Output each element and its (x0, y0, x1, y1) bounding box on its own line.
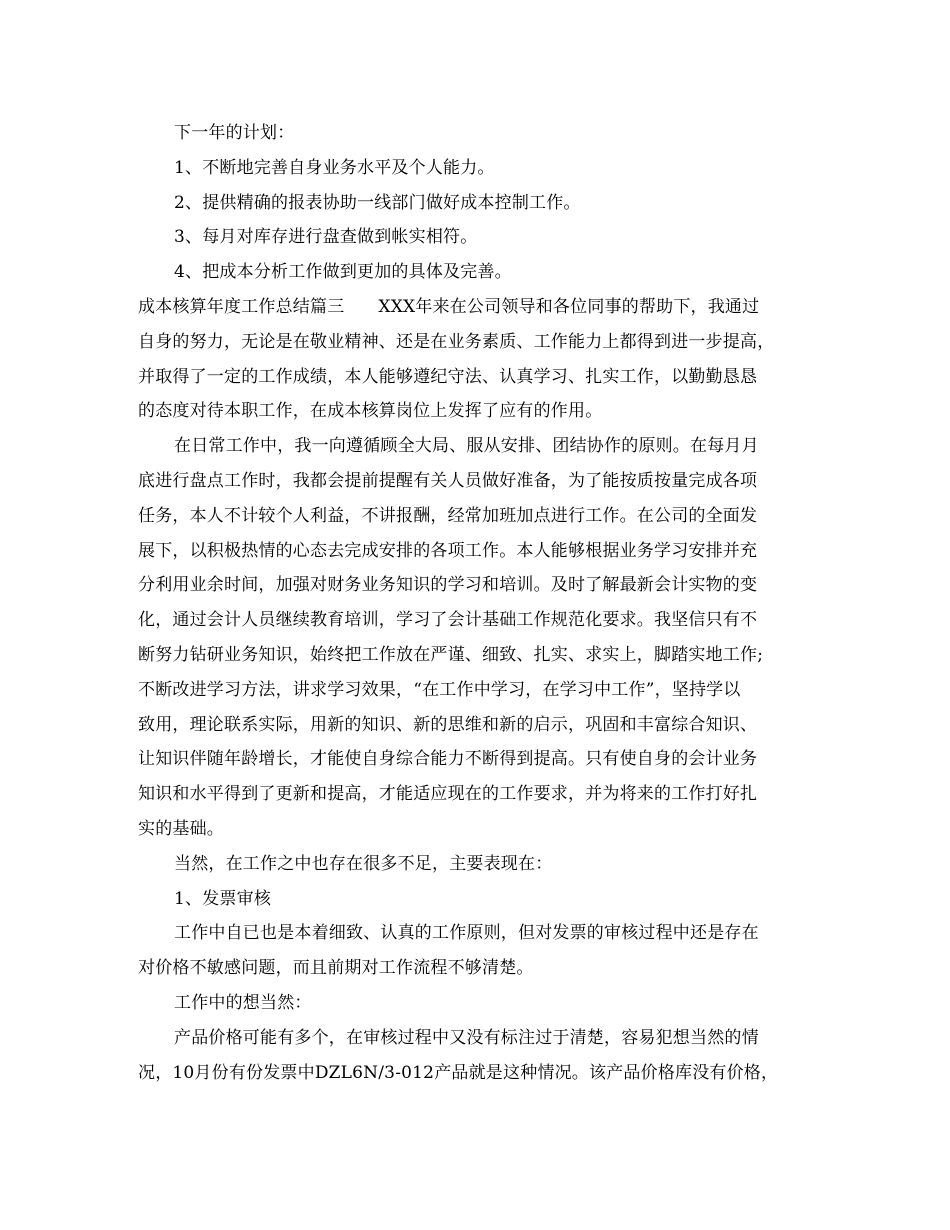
paragraph-line: 致用，理论联系实际，用新的知识、新的思维和新的启示，巩固和丰富综合知识、 (138, 714, 758, 735)
plan-item-2: 2、提供精确的报表协助一线部门做好成本控制工作。 (174, 192, 581, 213)
paragraph-line: 分利用业余时间，加强对财务业务知识的学习和培训。及时了解最新会计实物的变 (138, 575, 758, 596)
subheading-assumption: 工作中的想当然： (174, 992, 312, 1013)
paragraph-line: 对价格不敏感问题，而且前期对工作流程不够清楚。 (138, 958, 534, 979)
paragraph-line: 况，10月份有份发票中DZL6N/3-012产品就是这种情况。该产品价格库没有价格， (138, 1062, 779, 1083)
paragraph-line: 工作中自已也是本着细致、认真的工作原则，但对发票的审核过程中还是存在 (174, 923, 759, 944)
paragraph-line: 在日常工作中，我一向遵循顾全大局、服从安排、团结协作的原则。在每月月 (174, 436, 759, 457)
document-body (138, 116, 818, 1090)
paragraph-line: 断努力钻研业务知识，始终把工作放在严谨、细致、扎实、求实上，脚踏实地工作; (138, 644, 764, 665)
paragraph-line: 自身的努力，无论是在敬业精神、还是在业务素质、工作能力上都得到进一步提高， (138, 331, 775, 352)
paragraph-line: 实的基础。 (138, 818, 224, 839)
paragraph-line: 底进行盘点工作时，我都会提前提醒有关人员做好准备，为了能按质按量完成各项 (138, 470, 758, 491)
paragraph-line: 的态度对待本职工作，在成本核算岗位上发挥了应有的作用。 (138, 401, 603, 422)
paragraph-line: 展下，以积极热情的心态去完成安排的各项工作。本人能够根据业务学习安排并充 (138, 540, 758, 561)
shortcomings-intro: 当然，在工作之中也存在很多不足，主要表现在： (174, 853, 553, 874)
paragraph-line: 产品价格可能有多个，在审核过程中又没有标注过于清楚，容易犯想当然的情 (174, 1027, 759, 1048)
section-title-line (138, 290, 818, 325)
plan-item-3: 3、每月对库存进行盘查做到帐实相符。 (174, 227, 478, 248)
paragraph-line: 化，通过会计人员继续教育培训，学习了会计基础工作规范化要求。我坚信只有不 (138, 610, 758, 631)
paragraph-line: 不断改进学习方法，讲求学习效果，“在工作中学习，在学习中工作”，坚持学以 (138, 679, 741, 700)
section-title: 成本核算年度工作总结篇三 (138, 296, 345, 317)
section-title-rest: XXX年来在公司领导和各位同事的帮助下，我通过 (378, 296, 760, 317)
paragraph-line: 并取得了一定的工作成绩，本人能够遵纪守法、认真学习、扎实工作，以勤勤恳恳 (138, 366, 758, 387)
paragraph-line: 任务，本人不计较个人利益，不讲报酬，经常加班加点进行工作。在公司的全面发 (138, 505, 758, 526)
paragraph-line: 知识和水平得到了更新和提高，才能适应现在的工作要求，并为将来的工作打好扎 (138, 784, 758, 805)
shortcoming-item-1: 1、发票审核 (174, 888, 272, 909)
plan-item-1: 1、不断地完善自身业务水平及个人能力。 (174, 157, 495, 178)
plan-item-4: 4、把成本分析工作做到更加的具体及完善。 (174, 262, 512, 283)
paragraph-line: 让知识伴随年龄增长，才能使自身综合能力不断得到提高。只有使自身的会计业务 (138, 749, 758, 770)
plan-heading: 下一年的计划： (174, 123, 295, 143)
